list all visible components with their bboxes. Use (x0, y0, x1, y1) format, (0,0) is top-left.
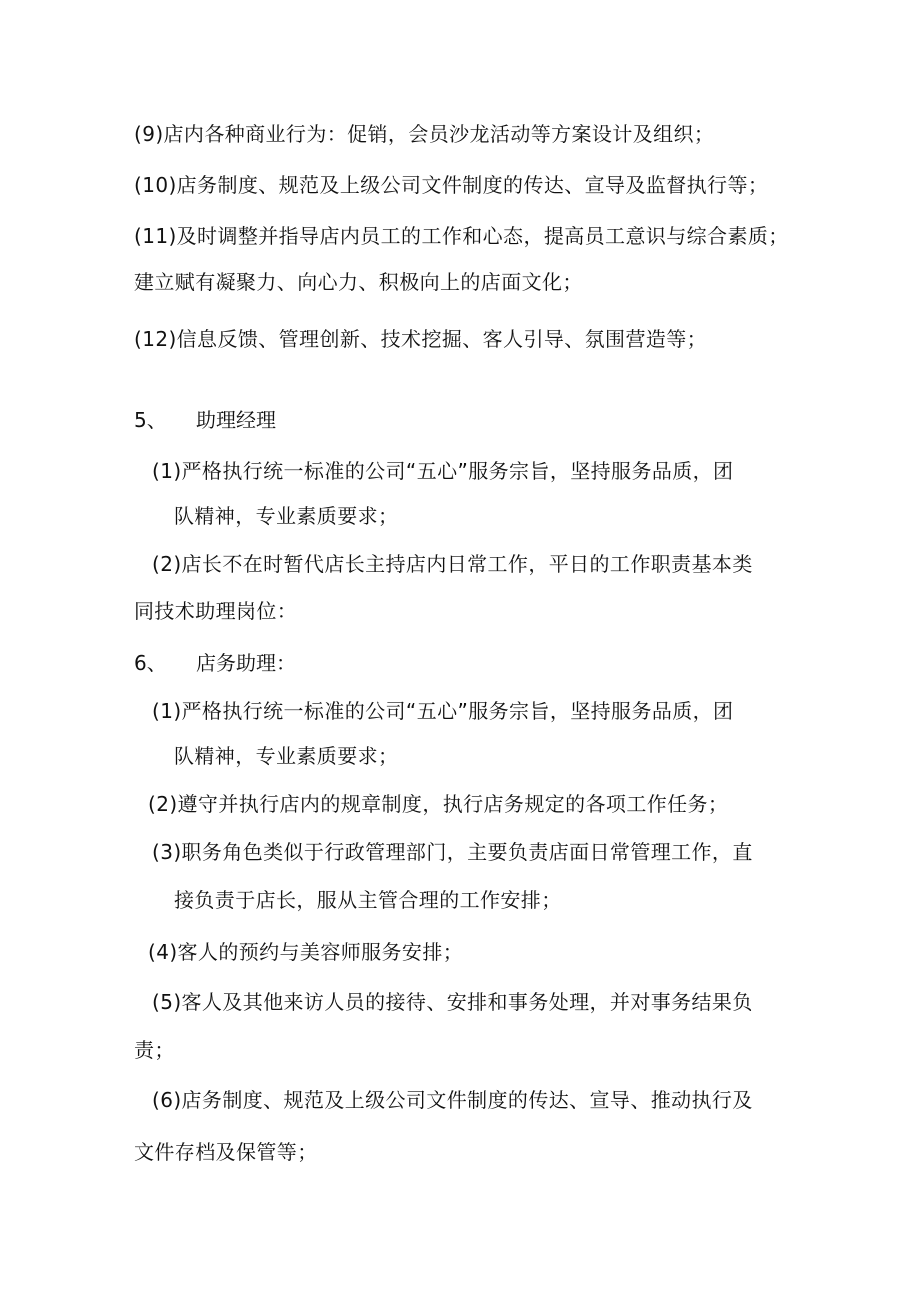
text-line-9: (9)店内各种商业行为：促销，会员沙龙活动等方案设计及组织； (134, 122, 715, 146)
text-line-12: (12)信息反馈、管理创新、技术挖掘、客人引导、氛围营造等； (134, 327, 708, 351)
section-6-item-1-cont: 队精神，专业素质要求； (174, 744, 399, 768)
section-6-item-3: (3)职务角色类似于行政管理部门，主要负责店面日常管理工作，直 (152, 840, 753, 864)
section-5-title: 助理经理 (196, 408, 276, 432)
text-line-10: (10)店务制度、规范及上级公司文件制度的传达、宣导及监督执行等； (134, 173, 769, 197)
section-6-heading (134, 649, 296, 677)
section-5-heading (134, 406, 276, 434)
section-6-item-5-cont: 责； (134, 1038, 175, 1062)
section-6-item-4: (4)客人的预约与美容师服务安排； (148, 940, 464, 964)
section-5-item-1: (1)严格执行统一标准的公司“五心”服务宗旨，坚持服务品质，团 (152, 459, 734, 483)
section-6-item-3-cont: 接负责于店长，服从主管合理的工作安排； (174, 888, 562, 912)
section-5-number: 5、 (134, 408, 167, 432)
section-5-item-1-cont: 队精神，专业素质要求； (174, 504, 399, 528)
section-6-item-2: (2)遵守并执行店内的规章制度，执行店务规定的各项工作任务； (148, 792, 729, 816)
section-6-title: 店务助理： (196, 651, 296, 675)
section-5-item-2-cont: 同技术助理岗位： (134, 599, 298, 623)
section-6-item-1: (1)严格执行统一标准的公司“五心”服务宗旨，坚持服务品质，团 (152, 699, 734, 723)
text-line-11: (11)及时调整并指导店内员工的工作和心态，提高员工意识与综合素质； (134, 224, 789, 248)
text-line-11-cont: 建立赋有凝聚力、向心力、积极向上的店面文化； (134, 270, 583, 294)
section-6-item-5: (5)客人及其他来访人员的接待、安排和事务处理，并对事务结果负 (152, 990, 753, 1014)
section-6-item-6-cont: 文件存档及保管等； (134, 1140, 318, 1164)
section-5-item-2: (2)店长不在时暂代店长主持店内日常工作，平日的工作职责基本类 (152, 552, 753, 576)
section-6-item-6: (6)店务制度、规范及上级公司文件制度的传达、宣导、推动执行及 (152, 1088, 753, 1112)
section-6-number: 6、 (134, 651, 167, 675)
